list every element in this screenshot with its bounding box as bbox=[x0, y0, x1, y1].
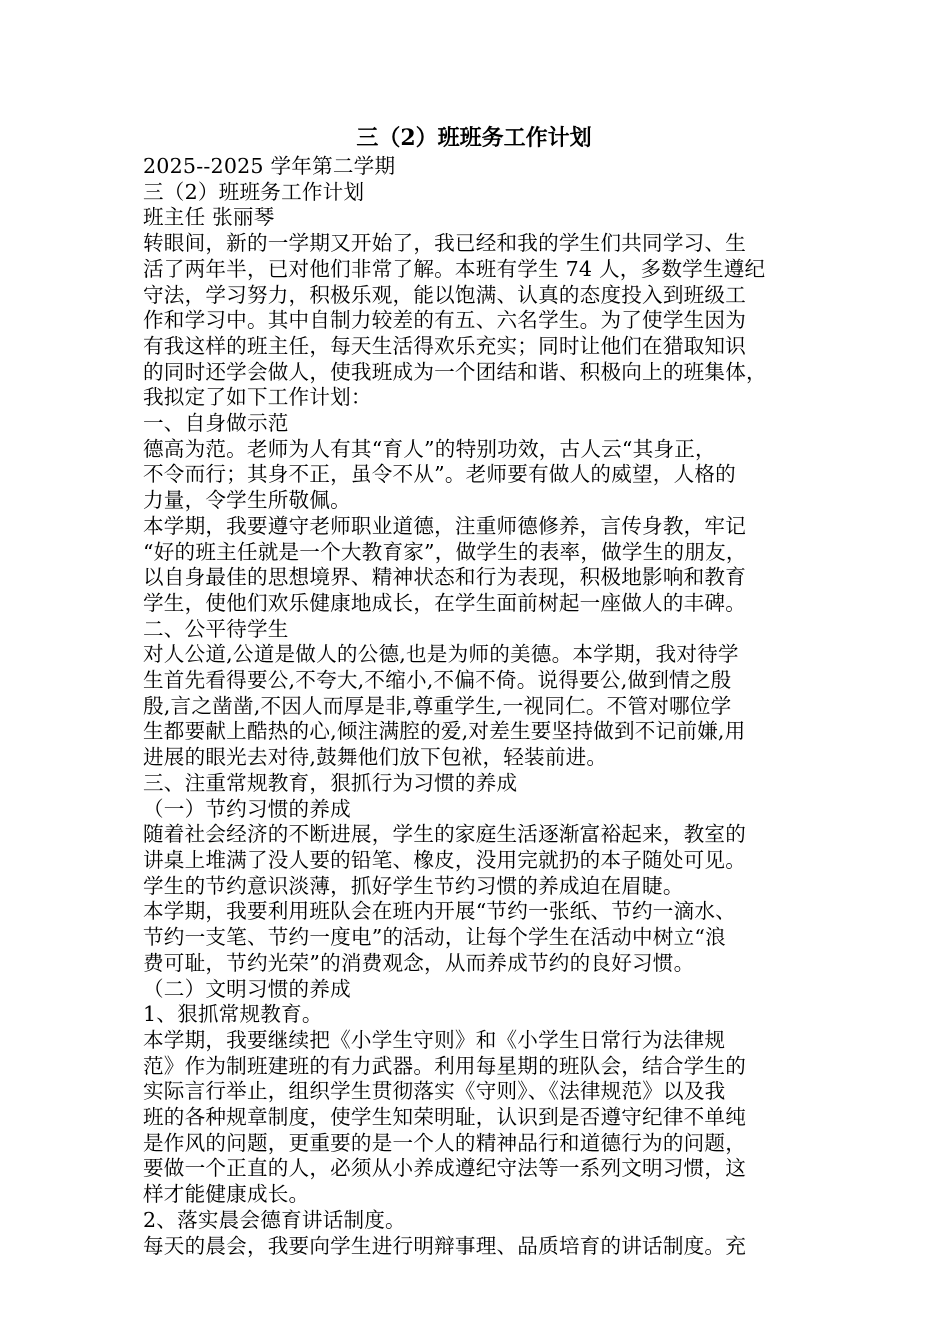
body-line: 活了两年半，已对他们非常了解。本班有学生 74 人，多数学生遵纪 bbox=[143, 256, 766, 281]
body-line: 每天的晨会，我要向学生进行明辩事理、品质培育的讲话制度。充 bbox=[143, 1233, 747, 1258]
body-line: 守法，学习努力，积极乐观，能以饱满、认真的态度投入到班级工 bbox=[143, 282, 747, 307]
section-heading: 三、注重常规教育，狠抓行为习惯的养成 bbox=[143, 770, 518, 795]
body-line: 实际言行举止，组织学生贯彻落实《守则》、《法律规范》以及我 bbox=[143, 1079, 726, 1104]
body-line: 转眼间，新的一学期又开始了，我已经和我的学生们共同学习、生 bbox=[143, 231, 747, 256]
body-line: 不令而行；其身不正，虽令不从”。老师要有做人的威望，人格的 bbox=[143, 462, 736, 487]
body-line: “好的班主任就是一个大教育家”，做学生的表率，做学生的朋友， bbox=[143, 539, 747, 564]
item-heading: 1、狠抓常规教育。 bbox=[143, 1002, 323, 1027]
subsection-heading: （一）节约习惯的养成 bbox=[143, 796, 351, 821]
body-line: 三（2）班班务工作计划 bbox=[143, 179, 365, 204]
body-line: 样才能健康成长。 bbox=[143, 1182, 310, 1207]
body-line: 2025--2025 学年第二学期 bbox=[143, 154, 396, 178]
body-line: 有我这样的班主任，每天生活得欢乐充实；同时让他们在猎取知识 bbox=[143, 333, 747, 358]
body-line: 作和学习中。其中自制力较差的有五、六名学生。为了使学生因为 bbox=[143, 308, 747, 333]
body-line: 随着社会经济的不断进展，学生的家庭生活逐渐富裕起来，教室的 bbox=[143, 822, 747, 847]
section-heading: 二、公平待学生 bbox=[143, 616, 289, 641]
body-line: 节约一支笔、节约一度电”的活动，让每个学生在活动中树立“浪 bbox=[143, 925, 726, 950]
body-line: 以自身最佳的思想境界、精神状态和行为表现，积极地影响和教育 bbox=[143, 565, 747, 590]
body-line: 是作风的问题，更重要的是一个人的精神品行和道德行为的问题， bbox=[143, 1130, 747, 1155]
body-line: 学生，使他们欢乐健康地成长，在学生面前树起一座做人的丰碑。 bbox=[143, 590, 747, 615]
body-line: 生首先看得要公,不夸大,不缩小,不偏不倚。说得要公,做到情之殷 bbox=[143, 668, 732, 693]
body-line: 班主任 张丽琴 bbox=[143, 205, 275, 230]
body-line: 德高为范。老师为人有其“育人”的特别功效，古人云“其身正， bbox=[143, 436, 716, 461]
body-line: 的同时还学会做人，使我班成为一个团结和谐、积极向上的班集体， bbox=[143, 359, 767, 384]
body-line: 费可耻，节约光荣”的消费观念，从而养成节约的良好习惯。 bbox=[143, 950, 695, 975]
body-line: 殷,言之凿凿,不因人而厚是非,尊重学生,一视同仁。不管对哪位学 bbox=[143, 693, 732, 718]
body-line: 力量，令学生所敬佩。 bbox=[143, 488, 351, 513]
body-line: 进展的眼光去对待,鼓舞他们放下包袱，轻装前进。 bbox=[143, 745, 608, 770]
body-line: 要做一个正直的人，必须从小养成遵纪守法等一系列文明习惯，这 bbox=[143, 1156, 747, 1181]
body-line: 范》作为制班建班的有力武器。利用每星期的班队会，结合学生的 bbox=[143, 1053, 747, 1078]
item-heading: 2、落实晨会德育讲话制度。 bbox=[143, 1207, 406, 1232]
subsection-heading: （二）文明习惯的养成 bbox=[143, 976, 351, 1001]
body-line: 本学期，我要遵守老师职业道德，注重师德修养，言传身教，牢记 bbox=[143, 513, 747, 538]
body-line: 班的各种规章制度，使学生知荣明耻，认识到是否遵守纪律不单纯 bbox=[143, 1105, 747, 1130]
body-line: 对人公道,公道是做人的公德,也是为师的美德。本学期，我对待学 bbox=[143, 642, 739, 667]
document-title: 三（2）班班务工作计划 bbox=[356, 125, 592, 151]
section-heading: 一、自身做示范 bbox=[143, 411, 289, 436]
body-line: 本学期，我要利用班队会在班内开展“节约一张纸、节约一滴水、 bbox=[143, 899, 736, 924]
document-body bbox=[143, 154, 805, 1259]
body-line: 生都要献上酷热的心,倾注满腔的爱,对差生要坚持做到不记前嫌,用 bbox=[143, 719, 746, 744]
body-line: 我拟定了如下工作计划： bbox=[143, 385, 372, 410]
body-line: 讲桌上堆满了没人要的铅笔、橡皮，没用完就扔的本子随处可见。 bbox=[143, 847, 747, 872]
document-page bbox=[143, 122, 805, 1259]
body-line: 本学期，我要继续把《小学生守则》和《小学生日常行为法律规 bbox=[143, 1027, 726, 1052]
body-line: 学生的节约意识淡薄，抓好学生节约习惯的养成迫在眉睫。 bbox=[143, 873, 684, 898]
